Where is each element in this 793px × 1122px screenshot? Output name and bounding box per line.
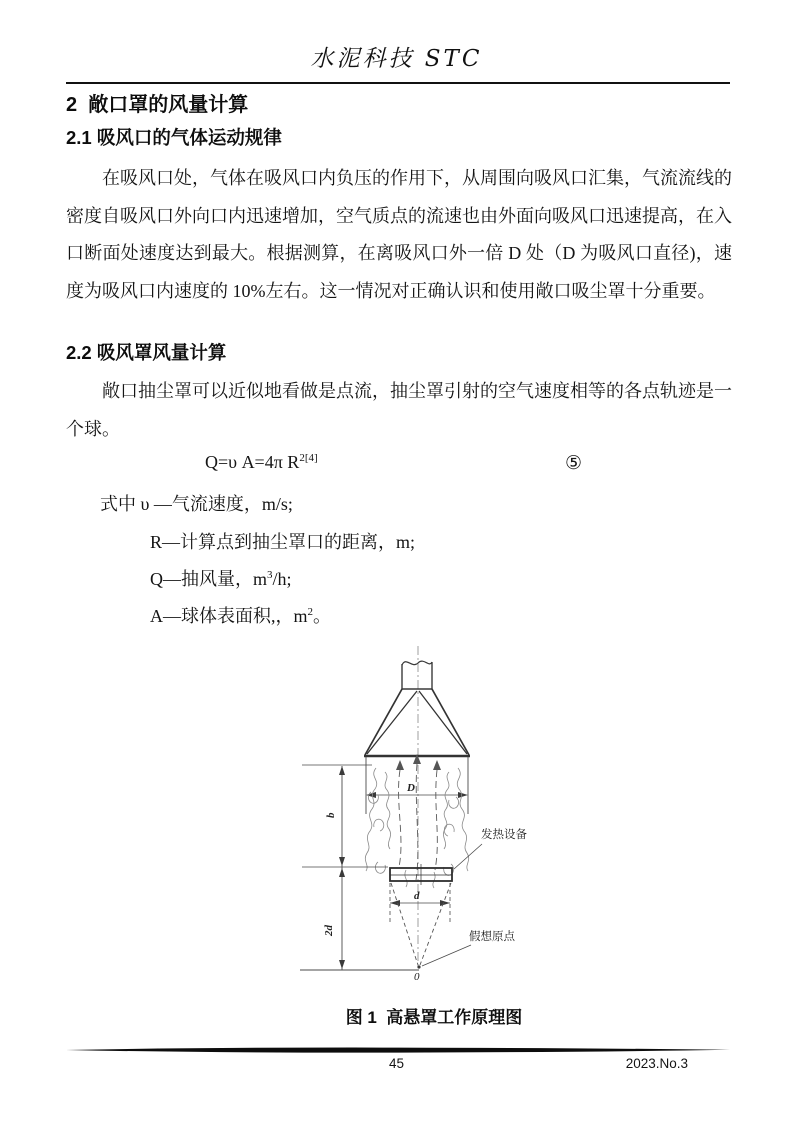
dimension-label-d: d xyxy=(414,890,420,902)
origin-point xyxy=(417,965,420,968)
journal-title: 水泥科技 STC xyxy=(310,46,483,72)
issue-number: 2023.No.3 xyxy=(625,1056,688,1071)
header-rule xyxy=(66,82,730,84)
figure-1-diagram xyxy=(288,642,586,990)
section-heading-2: 2 敞口罩的风量计算 xyxy=(66,94,249,116)
figure-caption: 图 1 高悬罩工作原理图 xyxy=(345,1008,523,1027)
term-distance: R—计算点到抽尘罩口的距离，m; xyxy=(150,532,416,552)
equation-5 xyxy=(205,452,318,473)
paragraph-airflow-law: 在吸风口处，气体在吸风口内负压的作用下，从周围向吸风口汇集，气流流线的密度自吸风口外向口内迅速增加，空气质点的流速也由外面向吸风口迅速提高，在入口断面处速度达到最大。根据测算，在离吸风口外一倍 D 处（D 为吸风口直径)，速度为吸风口内速度的 10%左右。这一情况对正确认识和使用敞口吸尘罩十分重要。 xyxy=(66,168,732,301)
dimension-label-b: b xyxy=(325,812,337,818)
section-heading-2-1: 2.1 吸风口的气体运动规律 xyxy=(66,127,282,148)
dimension-label-2d: 2d xyxy=(323,925,335,936)
equation-number: ⑤ xyxy=(565,453,583,474)
dimension-D xyxy=(366,782,468,798)
air-plume xyxy=(396,754,441,880)
hood-cone xyxy=(364,689,470,756)
term-airflow-volume: Q—抽风量，$m^3/h$; xyxy=(150,569,292,589)
dimension-label-D: D xyxy=(407,782,415,794)
origin-point-label: 0 xyxy=(414,971,420,983)
section-heading-2-2: 2.2 吸风罩风量计算 xyxy=(66,342,227,363)
heat-device-leader-line xyxy=(454,844,482,869)
imaginary-origin-label: 假想原点 xyxy=(469,931,515,943)
dimension-d xyxy=(390,890,450,906)
term-velocity: 式中 υ —气流速度，m/s; xyxy=(100,494,293,514)
heating-equipment xyxy=(390,864,452,885)
imaginary-origin-leader-line xyxy=(422,945,471,966)
hood-diagram-drawing xyxy=(288,642,586,990)
paragraph-point-flow: 敞口抽尘罩可以近似地看做是点流，抽尘罩引射的空气速度相等的各点轨迹是一个球。 xyxy=(66,381,732,439)
page-number: 45 xyxy=(388,1056,405,1071)
footer-rule xyxy=(66,1047,730,1054)
equation-body: Q=υ A=4π R xyxy=(205,452,300,472)
heat-device-label: 发热设备 xyxy=(481,829,527,841)
equation-superscript: 2[4] xyxy=(299,452,318,464)
term-sphere-area: A—球体表面积,，$m^2$。 xyxy=(150,606,331,626)
convergence-lines xyxy=(391,883,451,965)
duct xyxy=(402,661,432,689)
